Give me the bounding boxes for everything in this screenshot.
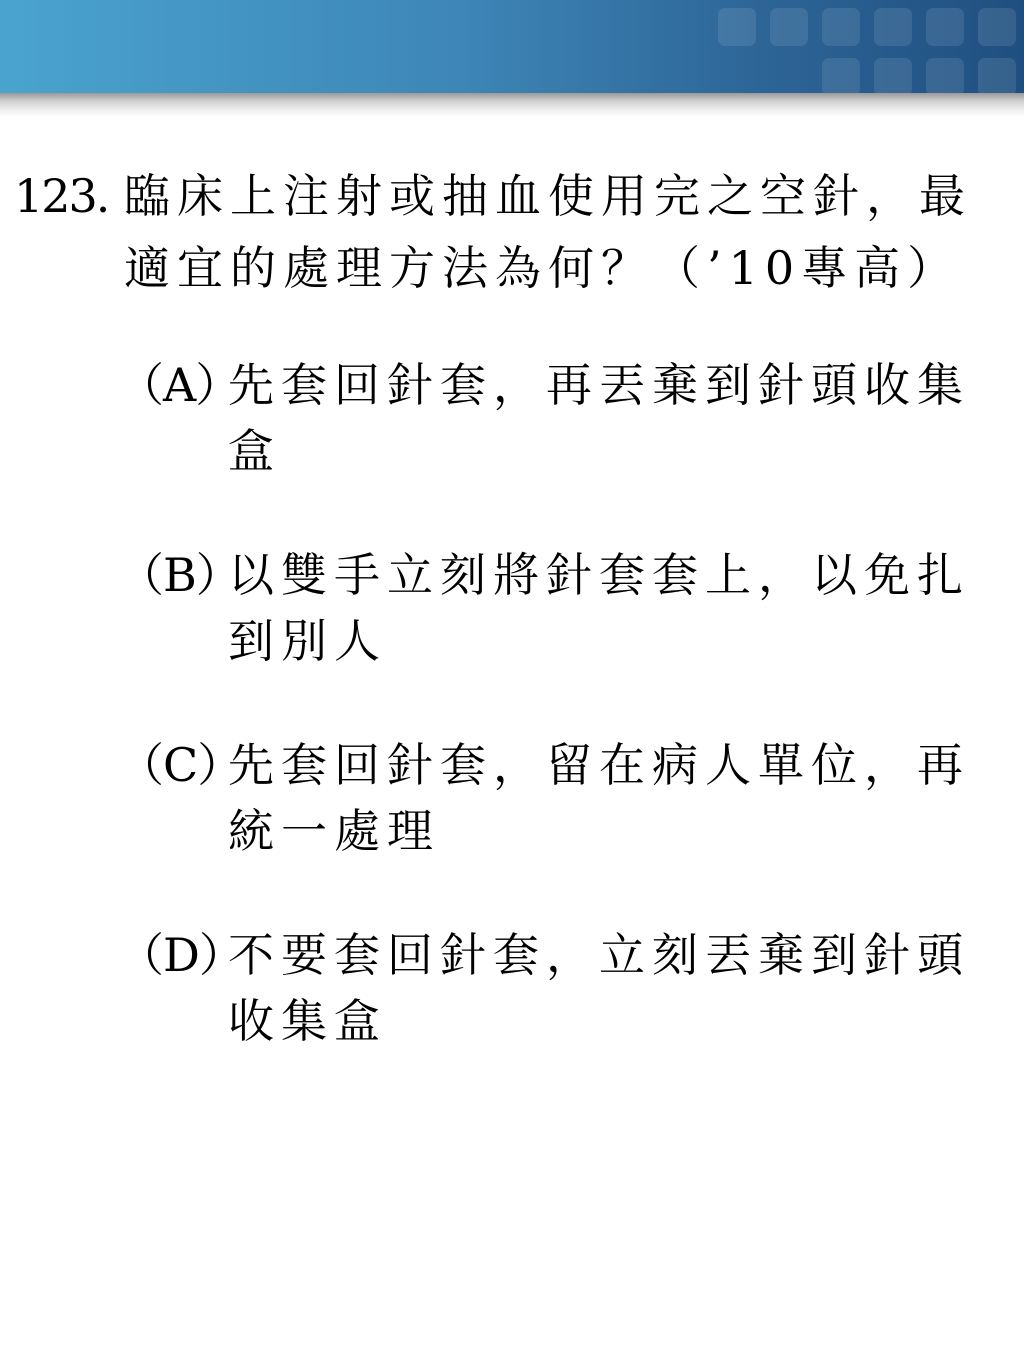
option-text: 先套回針套，留在病人單位，再統一處理	[228, 738, 970, 858]
option-a	[118, 352, 978, 542]
question-number: 123.	[14, 169, 109, 223]
option-letter: （A）	[118, 358, 241, 412]
option-letter: （D）	[118, 928, 244, 982]
options-list	[118, 352, 978, 1112]
question-text: 臨床上注射或抽血使用完之空針，最適宜的處理方法為何？（’10專高）	[124, 169, 972, 295]
option-text: 先套回針套，再丟棄到針頭收集盒	[228, 358, 970, 478]
option-d	[118, 922, 978, 1112]
option-text: 不要套回針套，立刻丟棄到針頭收集盒	[228, 928, 970, 1048]
option-text: 以雙手立刻將針套套上，以免扎到別人	[228, 548, 970, 668]
option-letter: （B）	[118, 548, 241, 602]
option-letter: （C）	[118, 738, 243, 792]
option-c	[118, 732, 978, 922]
option-b	[118, 542, 978, 732]
